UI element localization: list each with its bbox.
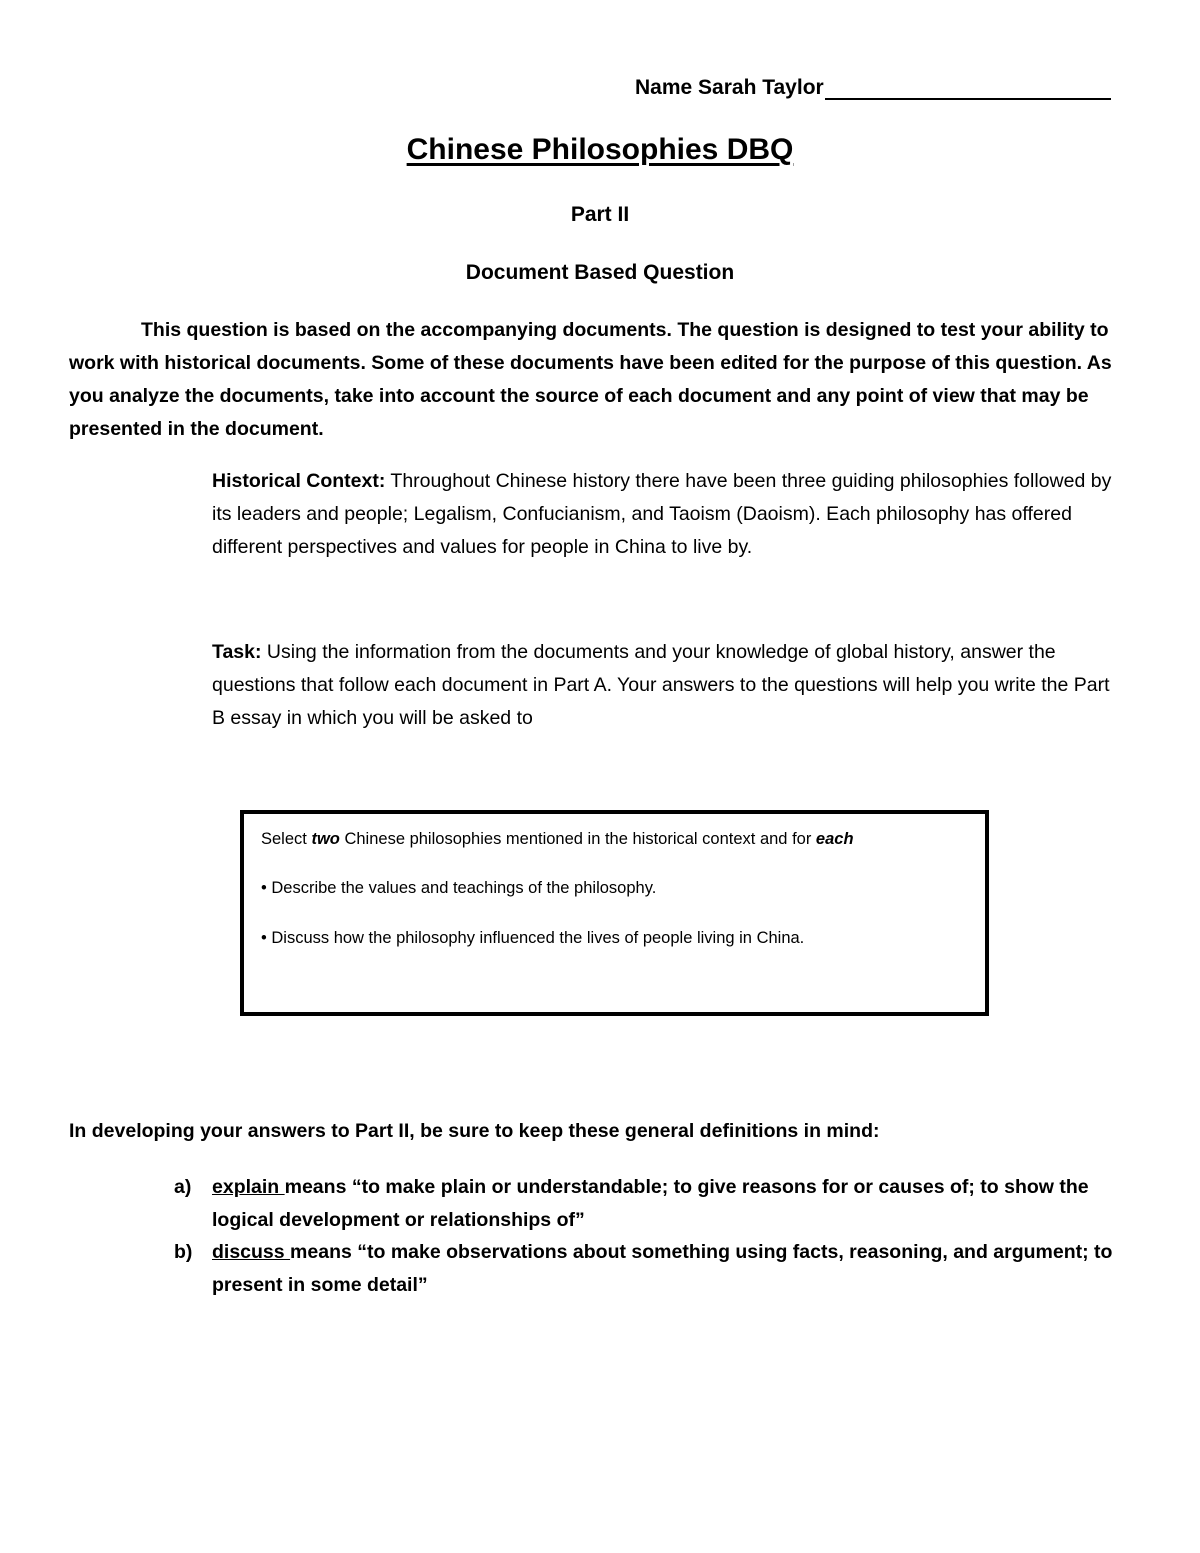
historical-context-text: Throughout Chinese history there have been three guiding philosophies followed by its leaders and people; Legalism, Confucianism, and Taoism (Daoism). Each philosophy has offered different perspectives and values for people in China to live by. — [212, 470, 1112, 558]
name-label: Name Sarah Taylor — [635, 76, 824, 99]
prompt-bullet-discuss: • Discuss how the philosophy influenced the lives of people living in China. — [261, 929, 805, 947]
task-label: Task: — [212, 641, 262, 663]
task-text: Using the information from the documents and your knowledge of global history, answer the questions that follow each document in Part A. Your answers to the questions will help you write the Part B essay in which you will be asked to — [212, 641, 1110, 729]
definition-term: explain — [212, 1176, 285, 1198]
prompt-bullet-describe: • Describe the values and teachings of the philosophy. — [261, 879, 657, 897]
prompt-text-1: Select — [261, 830, 312, 848]
prompt-emphasis-two: two — [311, 830, 340, 848]
task-paragraph — [212, 636, 1122, 735]
list-marker: b) — [174, 1241, 193, 1263]
definitions-intro: In developing your answers to Part II, be sure to keep these general definitions in mind: — [69, 1120, 880, 1142]
definition-explain — [150, 1171, 1130, 1237]
essay-prompt-box — [240, 810, 989, 1016]
definition-term: discuss — [212, 1241, 291, 1263]
definition-text — [212, 1236, 1130, 1302]
prompt-emphasis-each: each — [815, 830, 854, 848]
prompt-text-2: Chinese philosophies mentioned in the historical context and for — [339, 830, 816, 848]
section-heading: Document Based Question — [465, 261, 735, 284]
historical-context-label: Historical Context: — [212, 470, 386, 492]
part-heading: Part II — [570, 203, 630, 226]
definition-body: means “to make plain or understandable; to give reasons for or causes of; to show the logical development or relationships of” — [212, 1176, 1089, 1231]
list-marker: a) — [174, 1176, 192, 1198]
name-blank-line — [825, 76, 1111, 100]
intro-paragraph: This question is based on the accompanying documents. The question is designed to test your ability to work with historical documents. Some of these documents have been edited for the purpose of this question. As you analyze the documents, take into account the source of each document and any point of view that may be presented in the document. — [69, 319, 1112, 440]
prompt-instruction — [261, 830, 854, 849]
definition-text — [212, 1171, 1130, 1237]
definition-discuss — [150, 1236, 1130, 1302]
definition-body: means “to make observations about something using facts, reasoning, and argument; to present in some detail” — [212, 1241, 1113, 1296]
name-line — [635, 76, 1111, 100]
historical-context-paragraph — [212, 465, 1112, 564]
document-title: Chinese Philosophies DBQ — [406, 133, 794, 166]
